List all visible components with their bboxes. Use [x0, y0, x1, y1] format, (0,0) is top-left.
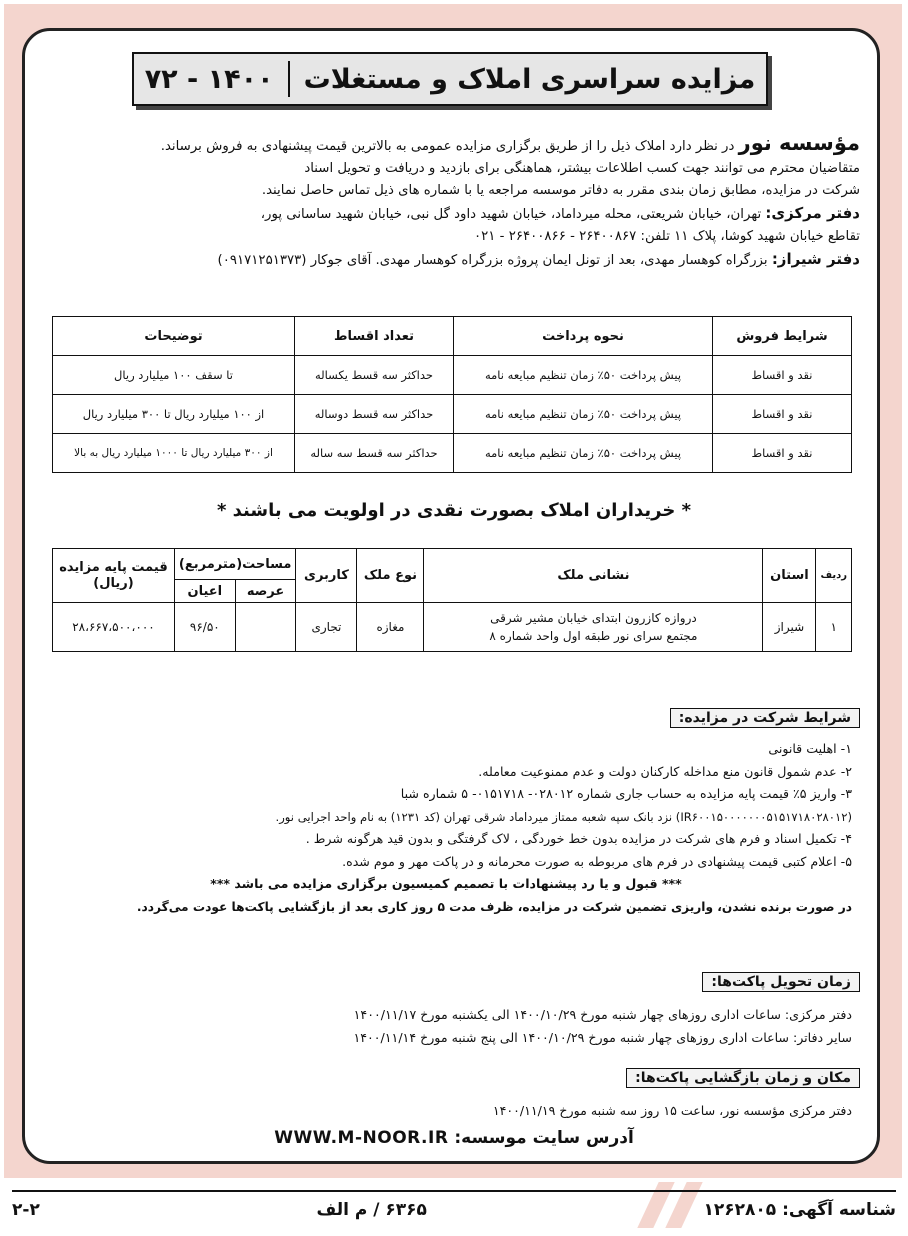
cell-usage: تجاری	[296, 603, 357, 652]
cell-land	[235, 603, 296, 652]
table-row	[53, 356, 852, 395]
intro-text	[48, 132, 860, 272]
cell: حداکثر سه قسط سه ساله	[295, 434, 454, 473]
col-price: قیمت پایه مزایده (ریال)	[53, 549, 175, 603]
website-url[interactable]: WWW.M-NOOR.IR	[274, 1128, 449, 1148]
list-item: ۴- تکمیل اسناد و فرم های شرکت در مزایده بدون خط خوردگی ، لاک گرفتگی و بدون قید هرگونه شرط .	[305, 831, 852, 846]
property-table	[52, 548, 852, 652]
cell: نقد و اقساط	[713, 395, 852, 434]
shiraz-address: بزرگراه کوهسار مهدی، بعد از تونل ایمان پروژه بزرگراه کوهسار مهدی. آقای جوکار (۰۹۱۷۱۲۵۱۳۷۳)	[217, 253, 772, 268]
intro-line-1: در نظر دارد املاک ذیل را از طریق برگزاری مزایده عمومی به بالاترین قیمت پیشنهادی به فروش برساند.	[160, 139, 739, 154]
list-item: ۲- عدم شمول قانون منع مداخله کارکنان دولت و عدم ممنوعیت معامله.	[478, 763, 852, 779]
table-row	[53, 434, 852, 473]
list-item: ۵- اعلام کتبی قیمت پیشنهادی در فرم های مربوطه به صورت محرمانه و در پاکت مهر و موم شده.	[342, 853, 852, 869]
table-header-row	[53, 549, 852, 580]
cell: تا سقف ۱۰۰ میلیارد ریال	[53, 356, 295, 395]
cell-price: ۲۸،۶۶۷،۵۰۰،۰۰۰	[53, 603, 175, 652]
sale-conditions-table	[52, 316, 852, 473]
shiraz-label: دفتر شیراز:	[771, 250, 860, 268]
participation-list	[40, 738, 852, 918]
hq-label: دفتر مرکزی:	[765, 204, 860, 222]
col-notes: توضیحات	[53, 317, 295, 356]
cell: نقد و اقساط	[713, 356, 852, 395]
list-item: ۱- اهلیت قانونی	[768, 741, 852, 756]
cell: از ۳۰۰ میلیارد ریال تا ۱۰۰۰ میلیارد ریال به بالا	[53, 434, 295, 473]
table-header-row	[53, 317, 852, 356]
opening-heading: مکان و زمان بازگشایی پاکت‌ها:	[626, 1068, 860, 1088]
cell: از ۱۰۰ میلیارد ریال تا ۳۰۰ میلیارد ریال	[53, 395, 295, 434]
page-number: ۲-۲	[12, 1200, 40, 1220]
col-row: ردیف	[816, 549, 852, 603]
col-installments: تعداد اقساط	[295, 317, 454, 356]
list-item: (IR۶۰۰۱۵۰۰۰۰۰۰۰۵۱۵۱۷۱۸۰۲۸۰۱۲) نزد بانک سپه شعبه ممتاز میرداماد شرقی تهران (کد ۱۲۳۱) به نام واحد اجرایی نور.	[275, 809, 852, 824]
intro-line-3: شرکت در مزایده، مطابق زمان بندی مقرر به دفاتر موسسه مراجعه یا با شماره های ذیل تماس حاصل نمایند.	[261, 183, 860, 198]
cell-row: ۱	[816, 603, 852, 652]
cell: پیش پرداخت ۵۰٪ زمان تنظیم مبایعه نامه	[454, 395, 713, 434]
table-row	[53, 395, 852, 434]
cell: نقد و اقساط	[713, 434, 852, 473]
col-address: نشانی ملک	[424, 549, 763, 603]
delivery-times	[60, 1004, 852, 1049]
col-province: استان	[763, 549, 816, 603]
col-usage: کاربری	[296, 549, 357, 603]
cell: پیش پرداخت ۵۰٪ زمان تنظیم مبایعه نامه	[454, 356, 713, 395]
cell-type: مغازه	[357, 603, 424, 652]
cash-priority-note: * خریداران املاک بصورت نقدی در اولویت می باشند *	[216, 500, 691, 521]
cell-building: ۹۶/۵۰	[174, 603, 235, 652]
website-label: آدرس سایت موسسه:	[454, 1128, 634, 1148]
opening-info	[60, 1100, 852, 1123]
participation-heading: شرایط شرکت در مزایده:	[670, 708, 860, 728]
list-item: ۳- واریز ۵٪ قیمت پایه مزایده به حساب جاری شماره ۰۲۸۰۱۲- ۰۱۵۱۷۱۸- ۵ شماره شبا	[400, 786, 852, 801]
cell: پیش پرداخت ۵۰٪ زمان تنظیم مبایعه نامه	[454, 434, 713, 473]
title-divider	[288, 61, 290, 97]
delivery-line-1: دفتر مرکزی: ساعات اداری روزهای چهار شنبه مورخ ۱۴۰۰/۱۰/۲۹ الی یکشنبه مورخ ۱۴۰۰/۱۱/۱۷	[353, 1007, 852, 1022]
ad-title: مزایده سراسری املاک و مستغلات	[303, 63, 756, 95]
delivery-heading: زمان تحویل پاکت‌ها:	[702, 972, 860, 992]
col-type: نوع ملک	[357, 549, 424, 603]
cell-address	[424, 603, 763, 652]
cell: حداکثر سه قسط دوساله	[295, 395, 454, 434]
table-row	[53, 603, 852, 652]
website	[240, 1128, 668, 1148]
col-payment: نحوه پرداخت	[454, 317, 713, 356]
ad-ref: ۶۳۶۵ / م الف	[316, 1200, 427, 1220]
hq-address-2: تقاطع خیابان شهید کوشا، پلاک ۱۱ تلفن: ۲۶۴۰۰۸۶۷ - ۲۶۴۰۰۸۶۶ - ۰۲۱	[474, 229, 860, 244]
refund-note: در صورت برنده نشدن، واریزی تضمین شرکت در مزایده، ظرف مدت ۵ روز کاری بعد از بازگشایی پاکت‌ها عودت می‌گردد.	[136, 899, 852, 914]
commission-note: *** قبول و یا رد پیشنهادات با تصمیم کمیسیون برگزاری مزایده می باشد ***	[210, 876, 682, 891]
address-line-2: مجتمع سرای نور طبقه اول واحد شماره ۸	[489, 629, 698, 643]
delivery-line-2: سایر دفاتر: ساعات اداری روزهای چهار شنبه مورخ ۱۴۰۰/۱۰/۲۹ الی پنج شنبه مورخ ۱۴۰۰/۱۱/۱۴	[353, 1029, 852, 1045]
ad-code: ۱۴۰۰ - ۷۲	[144, 63, 274, 95]
brand-name: مؤسسه نور	[738, 132, 860, 155]
col-area: مساحت(مترمربع)	[174, 549, 296, 580]
address-line-1: دروازه کازرون ابتدای خیابان مشیر شرقی	[490, 611, 697, 625]
cell: حداکثر سه قسط یکساله	[295, 356, 454, 395]
col-building: اعیان	[174, 580, 235, 603]
cell-province: شیراز	[763, 603, 816, 652]
opening-line-1: دفتر مرکزی مؤسسه نور، ساعت ۱۵ روز سه شنبه مورخ ۱۴۰۰/۱۱/۱۹	[492, 1103, 852, 1118]
intro-line-2: متقاضیان محترم می توانند جهت کسب اطلاعات بیشتر، هماهنگی برای بازدید و دریافت و تحویل اسناد	[304, 161, 860, 176]
ad-id: شناسه آگهی: ۱۲۶۲۸۰۵	[703, 1200, 896, 1220]
footer	[12, 1190, 896, 1228]
col-land: عرصه	[235, 580, 296, 603]
ad-title-box	[132, 52, 768, 106]
col-sale-terms: شرایط فروش	[713, 317, 852, 356]
hq-address: تهران، خیابان شریعتی، محله میرداماد، خیابان شهید داود گل نبی، خیابان شهید ساسانی پور،	[260, 207, 766, 222]
